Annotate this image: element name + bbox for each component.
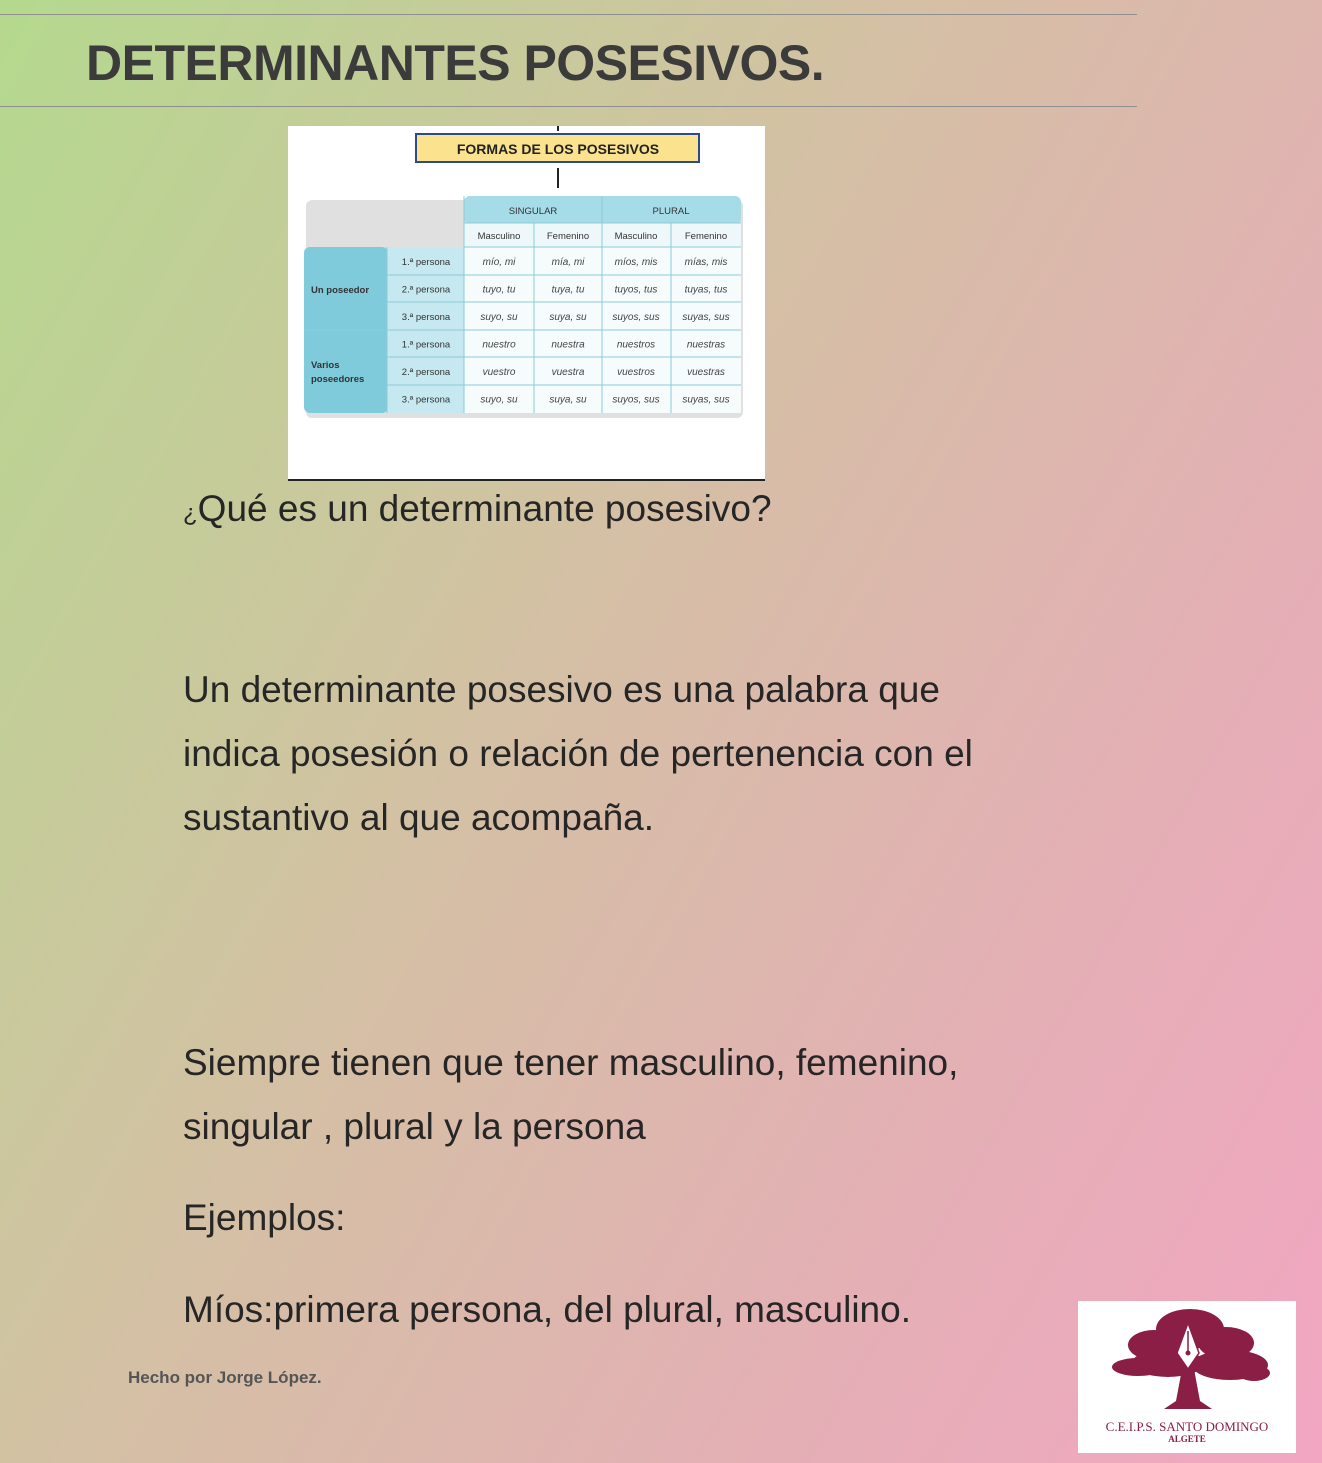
page-title: DETERMINANTES POSESIVOS. xyxy=(86,35,825,91)
table-cell: suya, su xyxy=(549,312,587,323)
persona-label: 3.ª persona xyxy=(401,312,451,323)
persona-label: 3.ª persona xyxy=(401,394,451,406)
title-underline xyxy=(0,106,1137,107)
table-cell: suyas, sus xyxy=(682,394,730,406)
table-cell: nuestro xyxy=(482,339,516,351)
persona-label: 2.ª persona xyxy=(401,367,451,378)
table-cell: suyos, sus xyxy=(612,394,660,406)
group-label-varios: Varios xyxy=(311,360,340,371)
tree-pen-nib-icon xyxy=(1078,1301,1296,1453)
col-header: Femenino xyxy=(684,231,728,242)
example-mios: Míos:primera persona, del plural, masculino. xyxy=(183,1289,911,1330)
table-cell: nuestros xyxy=(616,339,656,351)
table-cell: suyo, su xyxy=(480,312,518,323)
persona-label: 1.ª persona xyxy=(401,339,451,351)
table-cell: vuestra xyxy=(551,367,585,378)
table-cell: tuyas, tus xyxy=(684,284,728,296)
table-cell: tuya, tu xyxy=(551,284,585,296)
examples-label: Ejemplos: xyxy=(183,1197,346,1238)
persona-label: 1.ª persona xyxy=(401,257,451,268)
col-group-plural: PLURAL xyxy=(652,206,690,217)
table-cell: nuestra xyxy=(551,339,585,351)
posesivos-table-figure xyxy=(288,126,765,481)
table-cell: suyas, sus xyxy=(682,312,730,323)
table-cell: suyos, sus xyxy=(612,312,660,323)
logo-town: ALGETE xyxy=(1168,1434,1206,1444)
col-header: Masculino xyxy=(477,231,521,242)
question-heading xyxy=(183,477,772,546)
table-heading: FORMAS DE LOS POSESIVOS xyxy=(456,141,660,157)
inverted-question-mark: ¿ xyxy=(183,500,198,527)
definition-paragraph: Un determinante posesivo es una palabra que indica posesión o relación de pertenencia con el sustantivo al que acompaña. xyxy=(183,669,973,838)
table-cell: nuestras xyxy=(686,339,726,351)
author-credit: Hecho por Jorge López. xyxy=(128,1368,322,1387)
rule-paragraph: Siempre tienen que tener masculino, femenino, singular , plural y la persona xyxy=(183,1042,959,1147)
posesivos-table-graphic xyxy=(288,126,765,478)
table-cell: vuestro xyxy=(482,367,516,378)
col-header: Masculino xyxy=(614,231,658,242)
school-logo xyxy=(1078,1301,1296,1453)
top-rule xyxy=(0,14,1137,15)
table-cell: mías, mis xyxy=(684,257,728,268)
table-cell: vuestros xyxy=(617,367,655,378)
table-cell: suyo, su xyxy=(480,394,518,406)
table-cell: mío, mi xyxy=(482,257,516,268)
table-cell: vuestras xyxy=(687,367,725,378)
table-cell: mía, mi xyxy=(551,257,585,268)
table-cell: míos, mis xyxy=(614,257,658,268)
question-text: Qué es un determinante posesivo? xyxy=(197,488,772,529)
col-header: Femenino xyxy=(546,231,590,242)
logo-school-name: C.E.I.P.S. SANTO DOMINGO xyxy=(1105,1419,1269,1434)
persona-label: 2.ª persona xyxy=(401,284,451,296)
group-label-un-poseedor: Un poseedor xyxy=(311,285,370,296)
col-group-singular: SINGULAR xyxy=(508,206,558,217)
group-label-poseedores: poseedores xyxy=(311,374,365,385)
table-cell: tuyo, tu xyxy=(482,284,516,296)
table-cell: tuyos, tus xyxy=(614,284,658,296)
table-cell: suya, su xyxy=(549,394,587,406)
